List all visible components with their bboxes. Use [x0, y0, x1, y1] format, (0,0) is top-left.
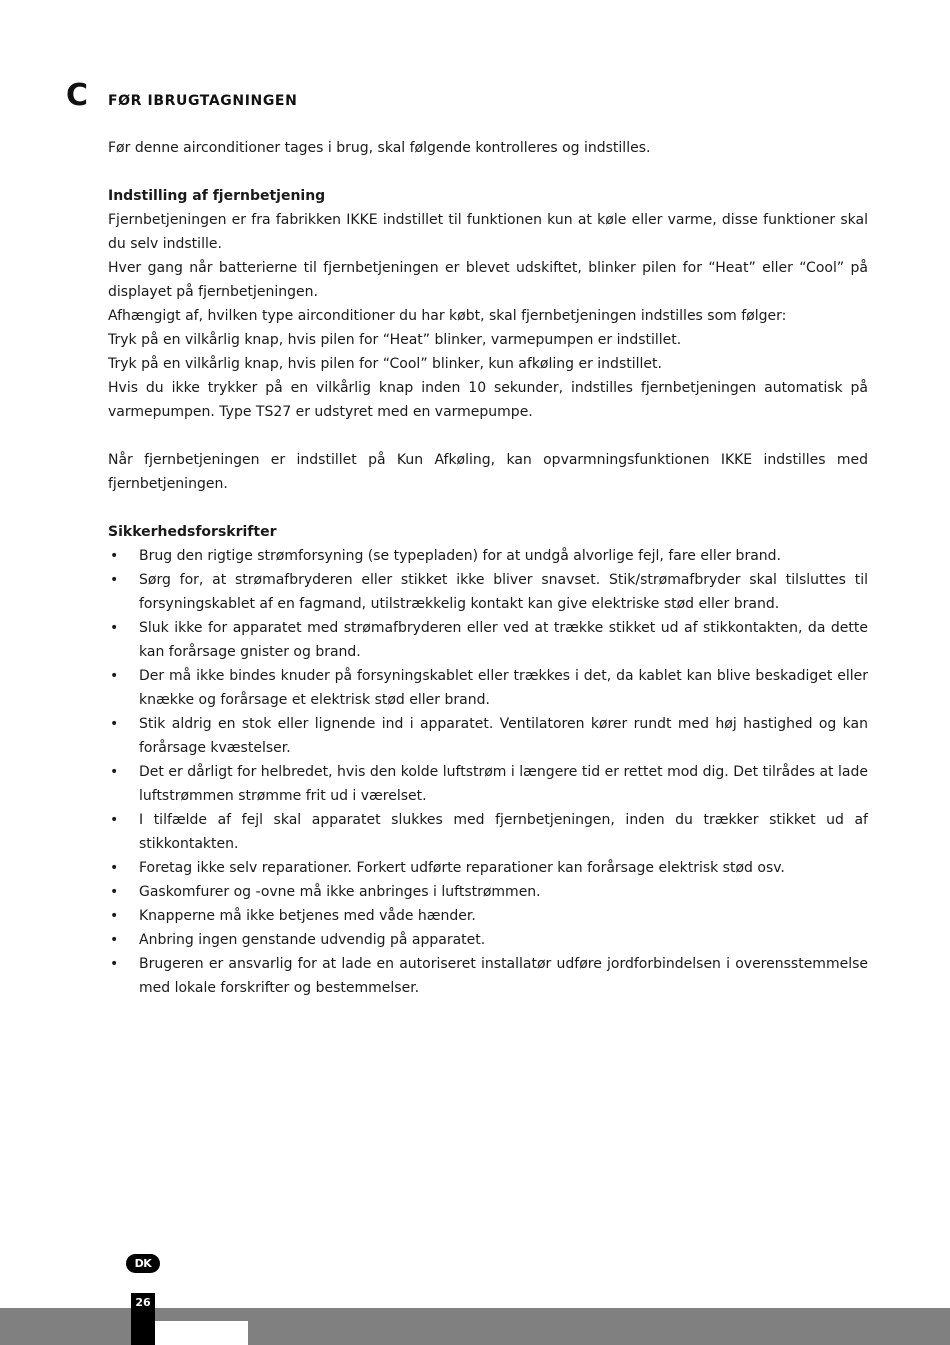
list-item-text: Brug den rigtige strømforsyning (se typepladen) for at undgå alvorlige fejl, fare eller brand.: [139, 548, 781, 564]
remote-paragraph: Fjernbetjeningen er fra fabrikken IKKE indstillet til funktionen kun at køle eller varme, disse funktioner skal du selv indstille.: [108, 212, 868, 252]
list-item: [108, 928, 868, 952]
bullet-icon: •: [110, 884, 119, 900]
list-item-text: Sluk ikke for apparatet med strømafbryderen eller ved at trække stikket ud af stikkontakten, da dette kan forårsage gnister og brand.: [139, 620, 868, 660]
section-title: FØR IBRUGTAGNINGEN: [108, 93, 298, 109]
list-item: [108, 904, 868, 928]
remote-paragraph: Afhængigt af, hvilken type airconditioner du har købt, skal fjernbetjeningen indstilles som følger:: [108, 308, 787, 324]
list-item: [108, 856, 868, 880]
list-item-text: Stik aldrig en stok eller lignende ind i apparatet. Ventilatoren kører rundt med høj hastighed og kan forårsage kvæstelser.: [139, 716, 868, 756]
section-letter: C: [66, 78, 89, 113]
list-item: [108, 952, 868, 1000]
list-item-text: Anbring ingen genstande udvendig på apparatet.: [139, 932, 486, 948]
list-item: [108, 712, 868, 760]
bullet-icon: •: [110, 860, 119, 876]
list-item: [108, 568, 868, 616]
list-item-text: Knapperne må ikke betjenes med våde hænder.: [139, 908, 476, 924]
language-badge: DK: [126, 1254, 160, 1273]
spacer: [108, 424, 868, 448]
remote-paragraph: Hver gang når batterierne til fjernbetjeningen er blevet udskiftet, blinker pilen for “Heat” eller “Cool” på displayet på fjernbetjeningen.: [108, 260, 868, 300]
bullet-icon: •: [110, 548, 119, 564]
safety-heading: Sikkerhedsforskrifter: [108, 524, 277, 540]
remote-heading: Indstilling af fjernbetjening: [108, 188, 326, 204]
bullet-icon: •: [110, 812, 119, 828]
bullet-icon: •: [110, 620, 119, 636]
list-item-text: Brugeren er ansvarlig for at lade en autoriseret installatør udføre jordforbindelsen i overensstemmelse med lokale forskrifter og bestemmelser.: [139, 956, 868, 996]
remote-note: Når fjernbetjeningen er indstillet på Kun Afkøling, kan opvarmningsfunktionen IKKE indstilles med fjernbetjeningen.: [108, 452, 868, 492]
bullet-icon: •: [110, 668, 119, 684]
footer-white-block: [155, 1321, 248, 1345]
list-item-text: Sørg for, at strømafbryderen eller stikket ikke bliver snavset. Stik/strømafbryder skal tilsluttes til forsyningskablet af en fagmand, utilstrækkelig kontakt kan give elektriske stød eller brand.: [139, 572, 868, 612]
bullet-icon: •: [110, 956, 119, 972]
bullet-icon: •: [110, 932, 119, 948]
intro-paragraph: Før denne airconditioner tages i brug, skal følgende kontrolleres og indstilles.: [108, 140, 651, 156]
bullet-icon: •: [110, 764, 119, 780]
list-item: [108, 760, 868, 808]
spacer: [108, 496, 868, 520]
spacer: [108, 160, 868, 184]
list-item: [108, 616, 868, 664]
main-content: [108, 136, 868, 1000]
remote-paragraph: Tryk på en vilkårlig knap, hvis pilen for “Cool” blinker, kun afkøling er indstillet.: [108, 356, 662, 372]
bullet-icon: •: [110, 908, 119, 924]
list-item: [108, 544, 868, 568]
bullet-icon: •: [110, 572, 119, 588]
remote-paragraph: Tryk på en vilkårlig knap, hvis pilen for “Heat” blinker, varmepumpen er indstillet.: [108, 332, 682, 348]
list-item-text: Foretag ikke selv reparationer. Forkert udførte reparationer kan forårsage elektrisk stød osv.: [139, 860, 785, 876]
bullet-icon: •: [110, 716, 119, 732]
list-item: [108, 808, 868, 856]
remote-paragraph: Hvis du ikke trykker på en vilkårlig knap inden 10 sekunder, indstilles fjernbetjeningen automatisk på varmepumpen. Type TS27 er udstyret med en varmepumpe.: [108, 380, 868, 420]
list-item-text: Der må ikke bindes knuder på forsyningskablet eller trækkes i det, da kablet kan blive beskadiget eller knække og forårsage et elektrisk stød eller brand.: [139, 668, 868, 708]
page-number: 26: [135, 1296, 151, 1309]
list-item: [108, 880, 868, 904]
list-item-text: Gaskomfurer og -ovne må ikke anbringes i luftstrømmen.: [139, 884, 541, 900]
list-item-text: I tilfælde af fejl skal apparatet slukkes med fjernbetjeningen, inden du trækker stikket ud af stikkontakten.: [139, 812, 868, 852]
list-item-text: Det er dårligt for helbredet, hvis den kolde luftstrøm i længere tid er rettet mod dig. Det tilrådes at lade luftstrømmen strømme frit ud i værelset.: [139, 764, 868, 804]
list-item: [108, 664, 868, 712]
safety-list: [108, 544, 868, 1000]
